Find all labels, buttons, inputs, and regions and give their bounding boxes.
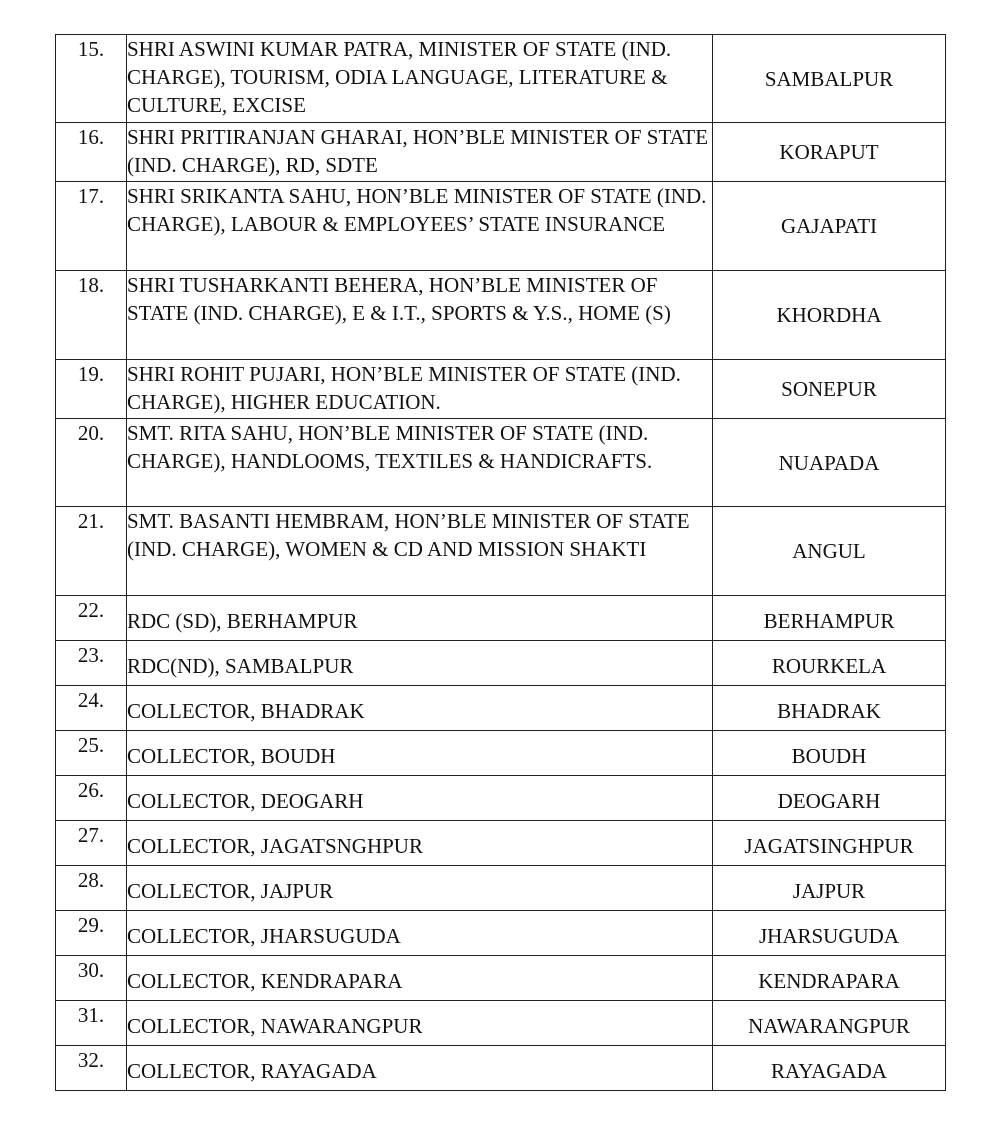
row-number: 24. bbox=[56, 686, 127, 731]
district: SONEPUR bbox=[713, 360, 946, 419]
officials-table bbox=[55, 34, 946, 1091]
official-name: COLLECTOR, BOUDH bbox=[127, 731, 713, 776]
district: KORAPUT bbox=[713, 123, 946, 182]
table-row bbox=[56, 419, 946, 507]
table-row bbox=[56, 182, 946, 271]
row-number: 25. bbox=[56, 731, 127, 776]
district: GAJAPATI bbox=[713, 182, 946, 271]
district: RAYAGADA bbox=[713, 1046, 946, 1091]
row-number: 21. bbox=[56, 507, 127, 596]
district: BOUDH bbox=[713, 731, 946, 776]
official-name: SHRI SRIKANTA SAHU, HON’BLE MINISTER OF STATE (IND. CHARGE), LABOUR & EMPLOYEES’ STATE INSURANCE bbox=[127, 182, 713, 271]
row-number: 29. bbox=[56, 911, 127, 956]
district: JAJPUR bbox=[713, 866, 946, 911]
table-row bbox=[56, 596, 946, 641]
official-name: SHRI PRITIRANJAN GHARAI, HON’BLE MINISTER OF STATE (IND. CHARGE), RD, SDTE bbox=[127, 123, 713, 182]
district: NAWARANGPUR bbox=[713, 1001, 946, 1046]
official-name: COLLECTOR, DEOGARH bbox=[127, 776, 713, 821]
district: ROURKELA bbox=[713, 641, 946, 686]
table-row bbox=[56, 911, 946, 956]
district: KHORDHA bbox=[713, 271, 946, 360]
table-row bbox=[56, 271, 946, 360]
row-number: 26. bbox=[56, 776, 127, 821]
official-name: COLLECTOR, NAWARANGPUR bbox=[127, 1001, 713, 1046]
row-number: 23. bbox=[56, 641, 127, 686]
official-name: RDC(ND), SAMBALPUR bbox=[127, 641, 713, 686]
table-row bbox=[56, 35, 946, 123]
table-row bbox=[56, 360, 946, 419]
table-row bbox=[56, 776, 946, 821]
district: JHARSUGUDA bbox=[713, 911, 946, 956]
row-number: 16. bbox=[56, 123, 127, 182]
row-number: 30. bbox=[56, 956, 127, 1001]
official-name: SHRI ROHIT PUJARI, HON’BLE MINISTER OF STATE (IND. CHARGE), HIGHER EDUCATION. bbox=[127, 360, 713, 419]
row-number: 32. bbox=[56, 1046, 127, 1091]
official-name: RDC (SD), BERHAMPUR bbox=[127, 596, 713, 641]
district: BERHAMPUR bbox=[713, 596, 946, 641]
row-number: 20. bbox=[56, 419, 127, 507]
row-number: 15. bbox=[56, 35, 127, 123]
official-name: COLLECTOR, JAJPUR bbox=[127, 866, 713, 911]
row-number: 28. bbox=[56, 866, 127, 911]
official-name: SMT. RITA SAHU, HON’BLE MINISTER OF STATE (IND. CHARGE), HANDLOOMS, TEXTILES & HANDICRAFTS. bbox=[127, 419, 713, 507]
table-row bbox=[56, 1046, 946, 1091]
table-row bbox=[56, 956, 946, 1001]
official-name: COLLECTOR, JHARSUGUDA bbox=[127, 911, 713, 956]
row-number: 17. bbox=[56, 182, 127, 271]
district: DEOGARH bbox=[713, 776, 946, 821]
row-number: 22. bbox=[56, 596, 127, 641]
table-row bbox=[56, 123, 946, 182]
table-row bbox=[56, 686, 946, 731]
table-row bbox=[56, 866, 946, 911]
row-number: 27. bbox=[56, 821, 127, 866]
official-name: COLLECTOR, JAGATSNGHPUR bbox=[127, 821, 713, 866]
official-name: COLLECTOR, RAYAGADA bbox=[127, 1046, 713, 1091]
district: SAMBALPUR bbox=[713, 35, 946, 123]
row-number: 31. bbox=[56, 1001, 127, 1046]
district: KENDRAPARA bbox=[713, 956, 946, 1001]
table-row bbox=[56, 641, 946, 686]
district: ANGUL bbox=[713, 507, 946, 596]
row-number: 18. bbox=[56, 271, 127, 360]
district: BHADRAK bbox=[713, 686, 946, 731]
table-row bbox=[56, 507, 946, 596]
district: JAGATSINGHPUR bbox=[713, 821, 946, 866]
official-name: SHRI ASWINI KUMAR PATRA, MINISTER OF STATE (IND. CHARGE), TOURISM, ODIA LANGUAGE, LITERATURE & CULTURE, EXCISE bbox=[127, 35, 713, 123]
official-name: SHRI TUSHARKANTI BEHERA, HON’BLE MINISTER OF STATE (IND. CHARGE), E & I.T., SPORTS & Y.S., HOME (S) bbox=[127, 271, 713, 360]
table-row bbox=[56, 1001, 946, 1046]
official-name: SMT. BASANTI HEMBRAM, HON’BLE MINISTER OF STATE (IND. CHARGE), WOMEN & CD AND MISSION SHAKTI bbox=[127, 507, 713, 596]
official-name: COLLECTOR, KENDRAPARA bbox=[127, 956, 713, 1001]
district: NUAPADA bbox=[713, 419, 946, 507]
table-row bbox=[56, 731, 946, 776]
official-name: COLLECTOR, BHADRAK bbox=[127, 686, 713, 731]
table-row bbox=[56, 821, 946, 866]
row-number: 19. bbox=[56, 360, 127, 419]
